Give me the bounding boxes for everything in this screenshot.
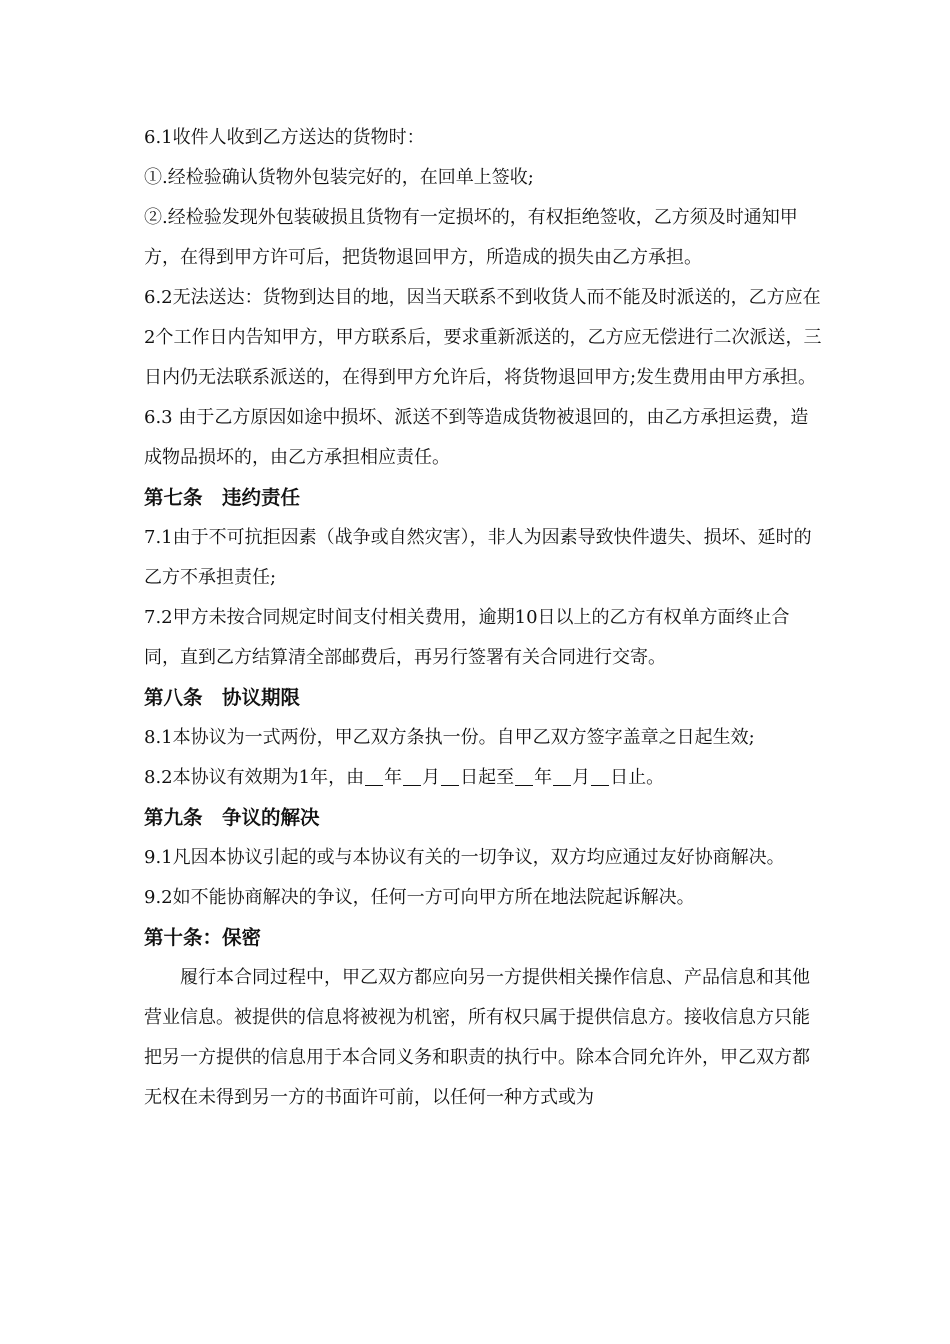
clause-6-3: 6.3 由于乙方原因如途中损坏、派送不到等造成货物被退回的，由乙方承担运费，造成物品损坏的，由乙方承担相应责任。 <box>144 407 809 468</box>
label-year-2: 年 <box>534 767 553 788</box>
document-page <box>144 118 824 1118</box>
label-year-1: 年 <box>384 767 403 788</box>
clause-6-1-item-2: ②.经检验发现外包装破损且货物有一定损坏的，有权拒绝签收，乙方须及时通知甲方，在得到甲方许可后，把货物退回甲方，所造成的损失由乙方承担。 <box>144 207 798 268</box>
label-day-2: 日止。 <box>610 767 665 788</box>
blank-end-month <box>553 767 571 786</box>
clause-7-1: 7.1由于不可抗拒因素（战争或自然灾害），非人为因素导致快件遗失、损坏、延时的乙方不承担责任; <box>144 527 812 588</box>
blank-start-month <box>403 767 421 786</box>
section-8-heading: 第八条 协议期限 <box>144 686 301 709</box>
clause-7-2: 7.2甲方未按合同规定时间支付相关费用，逾期10日以上的乙方有权单方面终止合同，直到乙方结算清全部邮费后，再另行签署有关合同进行交寄。 <box>144 607 790 668</box>
section-9-heading: 第九条 争议的解决 <box>144 806 320 829</box>
clause-8-2 <box>144 758 824 798</box>
clause-10-body: 履行本合同过程中，甲乙双方都应向另一方提供相关操作信息、产品信息和其他营业信息。被提供的信息将被视为机密，所有权只属于提供信息方。接收信息方只能把另一方提供的信息用于本合同义务和职责的执行中。除本合同允许外，甲乙双方都无权在未得到另一方的书面许可前，以任何一种方式或为 <box>144 967 810 1108</box>
clause-6-2: 6.2无法送达：货物到达目的地，因当天联系不到收货人而不能及时派送的，乙方应在2个工作日内告知甲方，甲方联系后，要求重新派送的，乙方应无偿进行二次派送，三日内仍无法联系派送的，在得到甲方允许后，将货物退回甲方;发生费用由甲方承担。 <box>144 287 822 388</box>
label-day-1: 日起至 <box>460 767 515 788</box>
label-month-2: 月 <box>572 767 591 788</box>
clause-8-2-lead: 8.2本协议有效期为1年，由 <box>144 767 365 788</box>
clause-9-2: 9.2如不能协商解决的争议，任何一方可向甲方所在地法院起诉解决。 <box>144 887 695 908</box>
clause-9-1: 9.1凡因本协议引起的或与本协议有关的一切争议，双方均应通过友好协商解决。 <box>144 847 785 868</box>
blank-end-year <box>515 767 533 786</box>
blank-start-year <box>365 767 383 786</box>
clause-6-1: 6.1收件人收到乙方送达的货物时： <box>144 127 425 148</box>
section-10-heading: 第十条：保密 <box>144 926 262 949</box>
clause-8-1: 8.1本协议为一式两份，甲乙双方条执一份。自甲乙双方签字盖章之日起生效; <box>144 727 755 748</box>
blank-end-day <box>591 767 609 786</box>
blank-start-day <box>441 767 459 786</box>
section-7-heading: 第七条 违约责任 <box>144 486 301 509</box>
clause-6-1-item-1: ①.经检验确认货物外包装完好的，在回单上签收; <box>144 167 534 188</box>
label-month-1: 月 <box>422 767 441 788</box>
